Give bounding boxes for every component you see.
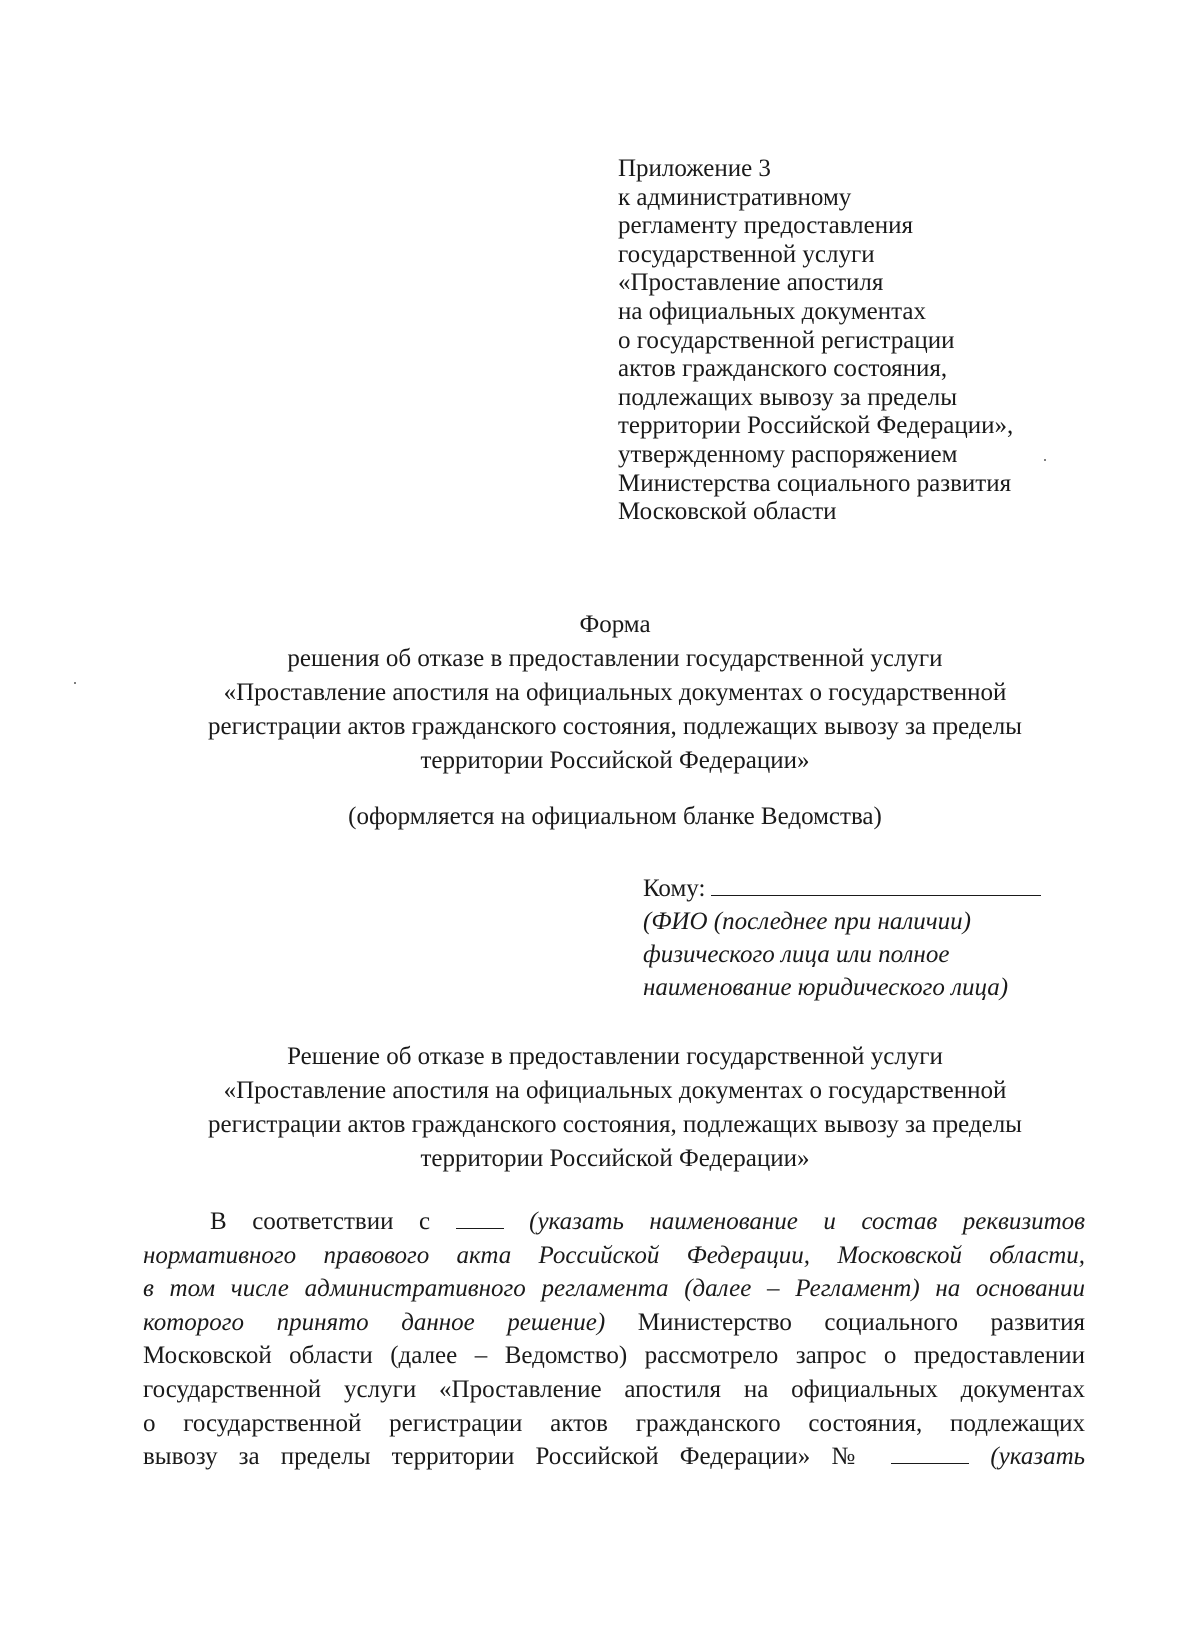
- act-blank-field: [456, 1210, 504, 1229]
- recipient-label: Кому:: [643, 875, 706, 902]
- body-text-run: Министерство социального развития: [637, 1308, 1085, 1336]
- appendix-line: к административному: [618, 183, 852, 211]
- body-text-run: В соответствии с: [210, 1208, 431, 1235]
- appendix-line: государственной услуги: [618, 240, 875, 268]
- appendix-line: о государственной регистрации: [618, 326, 955, 354]
- recipient-hint: физического лица или полное: [643, 941, 950, 968]
- appendix-block: [618, 155, 1013, 527]
- body-line: Московской области (далее – Ведомство) рассмотрело запрос о предоставлении: [143, 1342, 1085, 1370]
- body-italic-run: (указать: [990, 1443, 1085, 1471]
- appendix-line: Министерства социального развития: [618, 469, 1012, 497]
- scan-speck: [1044, 459, 1046, 461]
- appendix-line: на официальных документах: [618, 297, 926, 325]
- form-title-line: регистрации актов гражданского состояния, подлежащих вывозу за пределы: [208, 713, 1022, 740]
- recipient-blank-field: [711, 877, 1041, 896]
- form-title-line: «Проставление апостиля на официальных документах о государственной: [223, 679, 1007, 706]
- form-title-line: территории Российской Федерации»: [420, 747, 810, 774]
- body-paragraph: [143, 1205, 1085, 1474]
- scan-speck: [74, 682, 76, 684]
- body-line: [143, 1440, 1085, 1474]
- decision-title-line: Решение об отказе в предоставлении государственной услуги: [287, 1043, 943, 1070]
- appendix-line: «Проставление апостиля: [618, 269, 884, 297]
- appendix-line: территории Российской Федерации»,: [618, 412, 1014, 440]
- decision-title-line: территории Российской Федерации»: [420, 1145, 810, 1172]
- request-number-blank-field: [891, 1445, 969, 1464]
- recipient-hint: (ФИО (последнее при наличии): [643, 908, 972, 935]
- body-line: о государственной регистрации актов гражданского состояния, подлежащих: [143, 1409, 1085, 1437]
- blank-note: (оформляется на официальном бланке Ведомства): [348, 803, 882, 830]
- appendix-line: подлежащих вывозу за пределы: [618, 383, 957, 411]
- appendix-line: регламенту предоставления: [618, 212, 914, 240]
- body-italic-run: которого принято данное решение): [143, 1308, 606, 1336]
- body-line: [143, 1306, 1085, 1340]
- body-line: нормативного правового акта Российской Федерации, Московской области,: [143, 1241, 1085, 1269]
- body-line: в том числе административного регламента (далее – Регламент) на основании: [143, 1275, 1085, 1303]
- body-text-run: вывозу за пределы территории Российской Федерации» №: [143, 1443, 871, 1471]
- body-line: государственной услуги «Проставление апостиля на официальных документах: [143, 1375, 1085, 1403]
- appendix-line: утвержденному распоряжением: [618, 440, 958, 468]
- decision-title-line: регистрации актов гражданского состояния, подлежащих вывозу за пределы: [208, 1111, 1022, 1138]
- form-title: [140, 608, 1090, 778]
- appendix-line: актов гражданского состояния,: [618, 355, 948, 383]
- recipient-hint: наименование юридического лица): [643, 974, 1009, 1001]
- body-italic-run: (указать наименование и состав реквизитов: [529, 1208, 1085, 1235]
- recipient-block: [643, 872, 1041, 1004]
- decision-title-line: «Проставление апостиля на официальных документах о государственной: [223, 1077, 1007, 1104]
- appendix-line: Московской области: [618, 498, 837, 526]
- form-title-line: Форма: [579, 611, 651, 638]
- recipient-to-line: [643, 872, 1041, 905]
- form-title-line: решения об отказе в предоставлении государственной услуги: [287, 645, 943, 672]
- decision-title: [140, 1040, 1090, 1176]
- appendix-line: Приложение 3: [618, 155, 771, 182]
- body-line: [143, 1205, 1085, 1239]
